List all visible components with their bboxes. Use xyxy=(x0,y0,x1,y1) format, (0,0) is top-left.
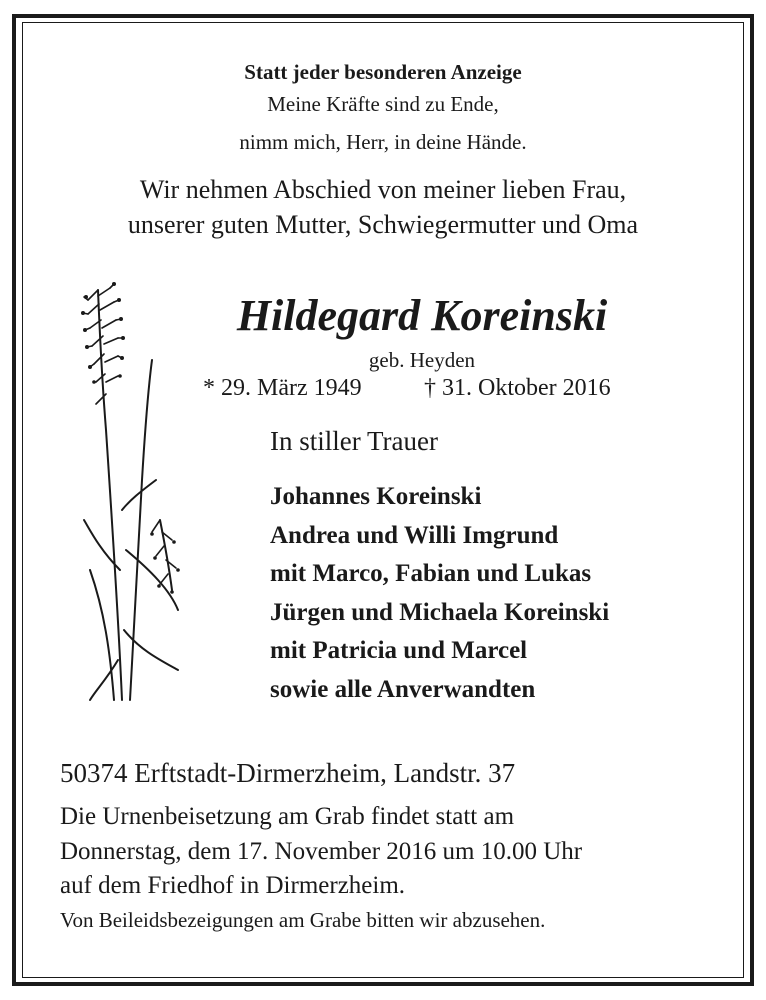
address: 50374 Erftstadt-Dirmerzheim, Landstr. 37 xyxy=(60,758,516,788)
family-member: Jürgen und Michaela Koreinski xyxy=(270,598,610,626)
family-member: mit Patricia und Marcel xyxy=(270,637,528,664)
farewell-line-1: Wir nehmen Abschied von meiner lieben Frau, xyxy=(139,175,627,204)
family-member: Andrea und Willi Imgrund xyxy=(270,521,559,549)
verse-line-1: Meine Kräfte sind zu Ende, xyxy=(267,92,499,116)
birth-date: * 29. März 1949 xyxy=(203,375,362,401)
verse-line-2: nimm mich, Herr, in deine Hände. xyxy=(239,130,527,154)
maiden-name: geb. Heyden xyxy=(368,348,476,372)
family-member: Johannes Koreinski xyxy=(270,483,482,510)
notice-heading: Statt jeder besonderen Anzeige xyxy=(244,60,522,84)
deceased-name: Hildegard Koreinski xyxy=(236,291,608,340)
burial-info-line-1: Die Urnenbeisetzung am Grab findet statt am xyxy=(60,803,515,830)
burial-info-line-2: Donnerstag, dem 17. November 2016 um 10.00 Uhr xyxy=(60,838,583,865)
condolence-note: Von Beileidsbezeigungen am Grabe bitten wir abzusehen. xyxy=(60,908,546,932)
family-list xyxy=(270,478,609,709)
family-member: sowie alle Anverwandten xyxy=(270,675,536,703)
death-date: † 31. Oktober 2016 xyxy=(424,375,611,401)
farewell-line-2: unserer guten Mutter, Schwiegermutter und Oma xyxy=(127,210,639,239)
mourning-intro: In stiller Trauer xyxy=(270,426,438,456)
family-member: mit Marco, Fabian und Lukas xyxy=(270,560,592,587)
burial-info-line-3: auf dem Friedhof in Dirmerzheim. xyxy=(60,872,406,899)
